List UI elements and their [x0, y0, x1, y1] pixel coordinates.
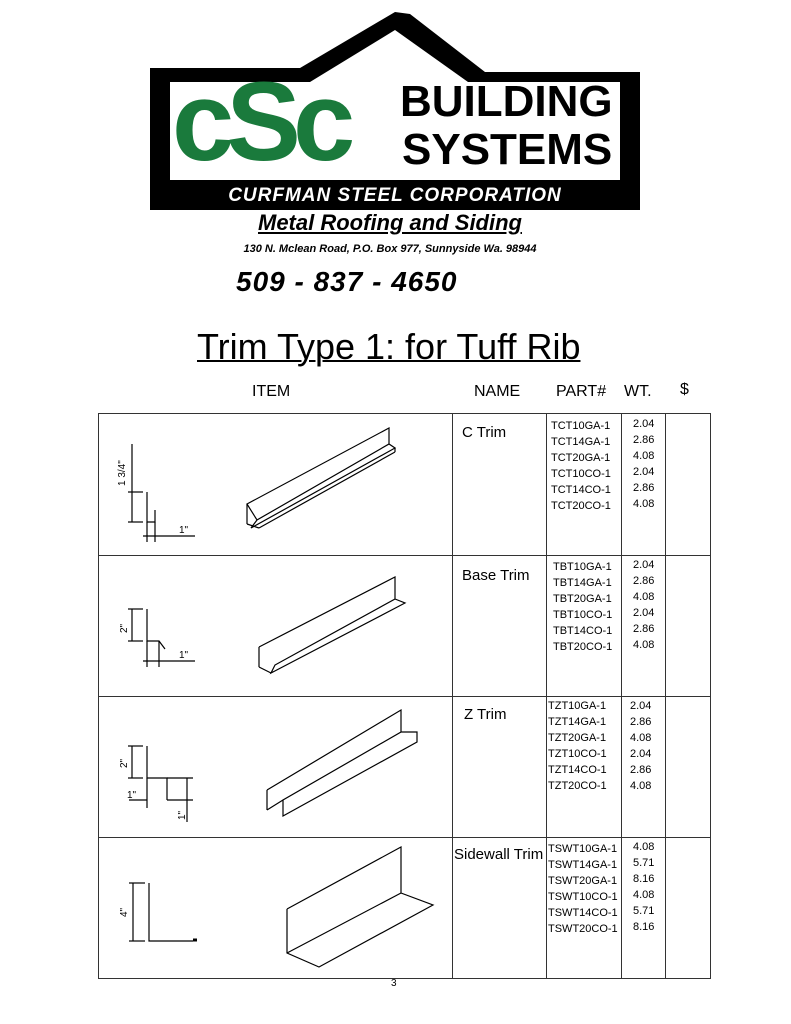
weight-value: 5.71: [633, 905, 655, 917]
part-number: TBT20GA-1: [553, 593, 612, 605]
part-number: TZT20GA-1: [548, 732, 607, 744]
trim-table: [98, 413, 711, 979]
weight-value: 8.16: [633, 921, 655, 933]
weight-value: 4.08: [633, 889, 655, 901]
part-number: TZT10CO-1: [548, 748, 607, 760]
col-header-item: ITEM: [252, 383, 291, 400]
page-title: Trim Type 1: for Tuff Rib: [197, 326, 581, 367]
weight-value: 2.86: [630, 764, 652, 776]
part-number: TBT20CO-1: [553, 641, 613, 653]
weight-list-z: [630, 698, 651, 794]
logo-letters: cSc: [172, 59, 348, 184]
part-number: TZT14GA-1: [548, 716, 607, 728]
weight-value: 4.08: [633, 639, 655, 651]
weight-value: 2.04: [630, 748, 652, 760]
part-number: TCT14CO-1: [551, 484, 611, 496]
weight-value: 8.16: [633, 873, 655, 885]
weight-value: 2.04: [633, 466, 655, 478]
part-number: TCT14GA-1: [551, 436, 611, 448]
part-number: TSWT10CO-1: [548, 891, 618, 903]
col-header-wt: WT.: [624, 383, 652, 400]
part-number: TCT10CO-1: [551, 468, 611, 480]
weight-value: 2.86: [633, 623, 655, 635]
part-list-c: [551, 418, 611, 514]
part-list-base: [553, 559, 612, 655]
part-number: TSWT20GA-1: [548, 875, 618, 887]
logo-corp: CURFMAN STEEL CORPORATION: [228, 185, 562, 206]
weight-value: 2.86: [633, 575, 655, 587]
part-number: TCT10GA-1: [551, 420, 611, 432]
part-list-z: [548, 698, 607, 794]
part-number: TZT14CO-1: [548, 764, 607, 776]
part-number: TZT10GA-1: [548, 700, 607, 712]
weight-list-sidewall: [633, 839, 654, 935]
logo-building: BUILDING: [400, 77, 613, 126]
c-trim-drawing: [99, 414, 451, 554]
weight-value: 2.04: [633, 607, 655, 619]
part-number: TZT20CO-1: [548, 780, 607, 792]
part-number: TBT10GA-1: [553, 561, 612, 573]
dim-base-height: 2": [119, 623, 130, 633]
page-number: 3: [391, 978, 397, 989]
weight-value: 4.08: [630, 780, 652, 792]
trim-name-sidewall: Sidewall Trim: [454, 846, 544, 863]
weight-value: 2.86: [630, 716, 652, 728]
weight-value: 4.08: [630, 732, 652, 744]
weight-value: 2.04: [630, 700, 652, 712]
weight-value: 5.71: [633, 857, 655, 869]
z-trim-drawing: [99, 696, 451, 836]
part-number: TBT10CO-1: [553, 609, 613, 621]
part-number: TSWT14CO-1: [548, 907, 618, 919]
base-trim-drawing: [99, 555, 451, 695]
part-number: TBT14GA-1: [553, 577, 612, 589]
logo-systems: SYSTEMS: [402, 125, 613, 174]
phone-number: 509 - 837 - 4650: [236, 266, 458, 297]
trim-name-c: C Trim: [462, 424, 507, 441]
part-number: TSWT10GA-1: [548, 843, 618, 855]
weight-value: 4.08: [633, 841, 655, 853]
part-number: TCT20GA-1: [551, 452, 611, 464]
tagline: Metal Roofing and Siding: [258, 210, 522, 235]
col-header-price: $: [680, 381, 689, 398]
weight-value: 2.86: [633, 434, 655, 446]
csc-building-systems-logo: [150, 12, 640, 210]
sidewall-trim-drawing: [99, 837, 451, 977]
dim-base-width: 1": [179, 650, 189, 661]
weight-value: 2.04: [633, 418, 655, 430]
trim-name-base: Base Trim: [462, 567, 530, 584]
weight-value: 4.08: [633, 450, 655, 462]
part-number: TBT14CO-1: [553, 625, 613, 637]
part-list-sidewall: [548, 841, 618, 937]
address: 130 N. Mclean Road, P.O. Box 977, Sunnyside Wa. 98944: [243, 243, 537, 255]
weight-list-c: [633, 416, 654, 512]
weight-value: 2.86: [633, 482, 655, 494]
weight-value: 4.08: [633, 498, 655, 510]
weight-list-base: [633, 557, 654, 653]
dim-z-drop: 1": [177, 810, 188, 820]
dim-c-height: 1 3/4": [117, 460, 128, 486]
dim-z-height: 2": [119, 758, 130, 768]
dim-z-offset: 1": [127, 790, 137, 801]
trim-name-z: Z Trim: [464, 706, 507, 723]
dim-c-width: 1": [179, 525, 189, 536]
col-header-name: NAME: [474, 383, 521, 400]
weight-value: 2.04: [633, 559, 655, 571]
part-number: TSWT20CO-1: [548, 923, 618, 935]
weight-value: 4.08: [633, 591, 655, 603]
col-header-part: PART#: [556, 383, 607, 400]
part-number: TSWT14GA-1: [548, 859, 618, 871]
part-number: TCT20CO-1: [551, 500, 611, 512]
dim-sidewall-height: 4": [119, 907, 130, 917]
